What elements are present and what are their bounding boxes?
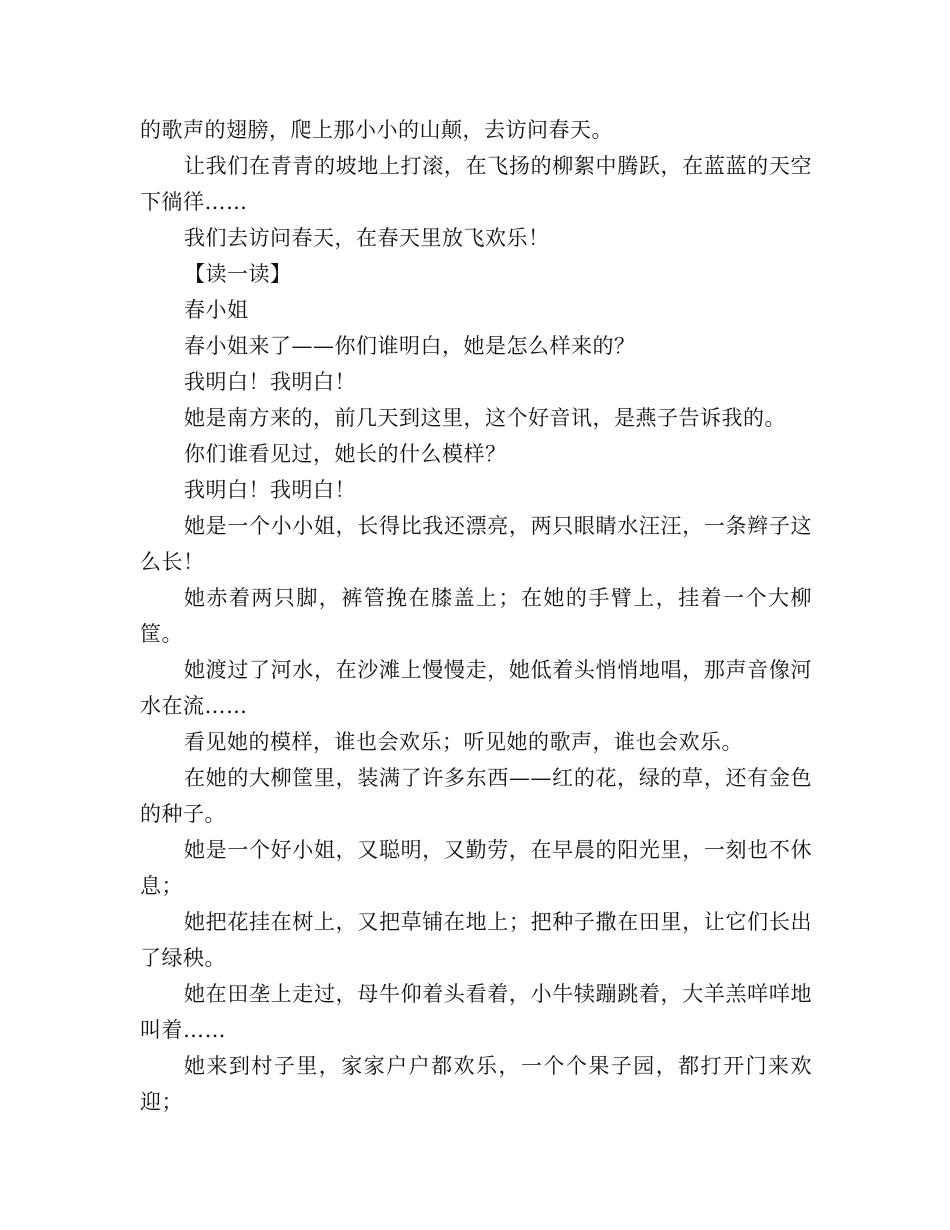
paragraph: 看见她的模样，谁也会欢乐；听见她的歌声，谁也会欢乐。 bbox=[184, 730, 743, 754]
poem-title: 春小姐 bbox=[184, 298, 249, 322]
paragraph: 她是南方来的，前几天到这里，这个好音讯，是燕子告诉我的。 bbox=[184, 406, 786, 430]
document-body bbox=[140, 112, 812, 1120]
paragraph: 她把花挂在树上，又把草铺在地上；把种子撒在田里，让它们长出了绿秧。 bbox=[140, 910, 812, 970]
paragraph: 她渡过了河水，在沙滩上慢慢走，她低着头悄悄地唱，那声音像河水在流…… bbox=[140, 658, 812, 718]
paragraph: 她是一个小小姐，长得比我还漂亮，两只眼睛水汪汪，一条辫子这么长！ bbox=[140, 514, 812, 574]
paragraph: 她是一个好小姐，又聪明，又勤劳，在早晨的阳光里，一刻也不休息； bbox=[140, 838, 812, 898]
paragraph: 春小姐来了——你们谁明白，她是怎么样来的？ bbox=[184, 334, 636, 358]
paragraph: 她赤着两只脚，裤管挽在膝盖上；在她的手臂上，挂着一个大柳筐。 bbox=[140, 586, 812, 646]
paragraph: 在她的大柳筐里，装满了许多东西——红的花，绿的草，还有金色的种子。 bbox=[140, 766, 812, 826]
paragraph: 你们谁看见过，她长的什么模样？ bbox=[184, 442, 507, 466]
paragraph-continuation: 的歌声的翅膀，爬上那小小的山颠，去访问春天。 bbox=[140, 118, 613, 142]
paragraph: 我明白！我明白！ bbox=[184, 370, 356, 394]
section-heading: 【读一读】 bbox=[184, 262, 292, 286]
paragraph: 我们去访问春天，在春天里放飞欢乐！ bbox=[184, 226, 550, 250]
paragraph: 她来到村子里，家家户户都欢乐，一个个果子园，都打开门来欢迎； bbox=[140, 1054, 812, 1114]
paragraph: 我明白！我明白！ bbox=[184, 478, 356, 502]
paragraph: 让我们在青青的坡地上打滚，在飞扬的柳絮中腾跃，在蓝蓝的天空下徜徉…… bbox=[140, 154, 812, 214]
paragraph: 她在田垄上走过，母牛仰着头看着，小牛犊蹦跳着，大羊羔咩咩地叫着…… bbox=[140, 982, 812, 1042]
